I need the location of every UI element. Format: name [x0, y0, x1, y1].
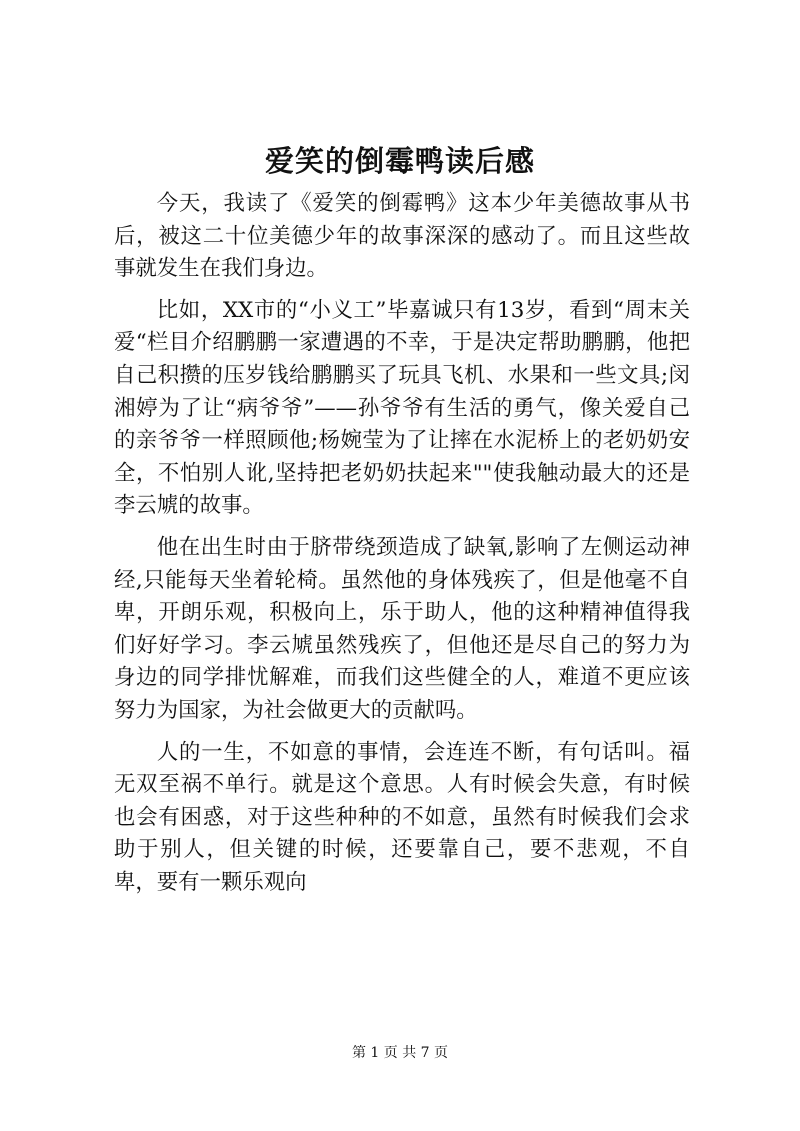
paragraph-4: 人的一生，不如意的事情，会连连不断，有句话叫。福无双至祸不单行。就是这个意思。人有时候会失意，有时候也会有困惑，对于这些种种的不如意，虽然有时候我们会求助于别人，但关键的时候，还要靠自己，要不悲观，不自卑，要有一颗乐观向 [114, 739, 690, 895]
document-title: 爱笑的倒霉鸭读后感 [264, 144, 535, 178]
paragraph-3: 他在出生时由于脐带绕颈造成了缺氧,影响了左侧运动神经,只能每天坐着轮椅。虽然他的身体残疾了，但是他毫不自卑，开朗乐观，积极向上，乐于助人，他的这种精神值得我们好好学习。李云虓虽然残疾了，但他还是尽自己的努力为身边的同学排忧解难，而我们这些健全的人，难道不更应该努力为国家，为社会做更大的贡献吗。 [114, 534, 690, 723]
paragraph-2: 比如，XX市的“小义工”毕嘉诚只有13岁，看到“周末关爱“栏目介绍鹏鹏一家遭遇的不幸，于是决定帮助鹏鹏，他把自己积攒的压岁钱给鹏鹏买了玩具飞机、水果和一些文具;闵湘婷为了让“病爷爷”——孙爷爷有生活的勇气，像关爱自己的亲爷爷一样照顾他;杨婉莹为了让摔在水泥桥上的老奶奶安全，不怕别人讹,坚持把老奶奶扶起来""使我触动最大的还是李云虓的故事。 [114, 297, 690, 519]
document-body [114, 188, 690, 908]
paragraph-1: 今天，我读了《爱笑的倒霉鸭》这本少年美德故事从书后，被这二十位美德少年的故事深深的感动了。而且这些故事就发生在我们身边。 [114, 191, 690, 282]
page-footer: 第 1 页 共 7 页 [351, 1045, 449, 1061]
